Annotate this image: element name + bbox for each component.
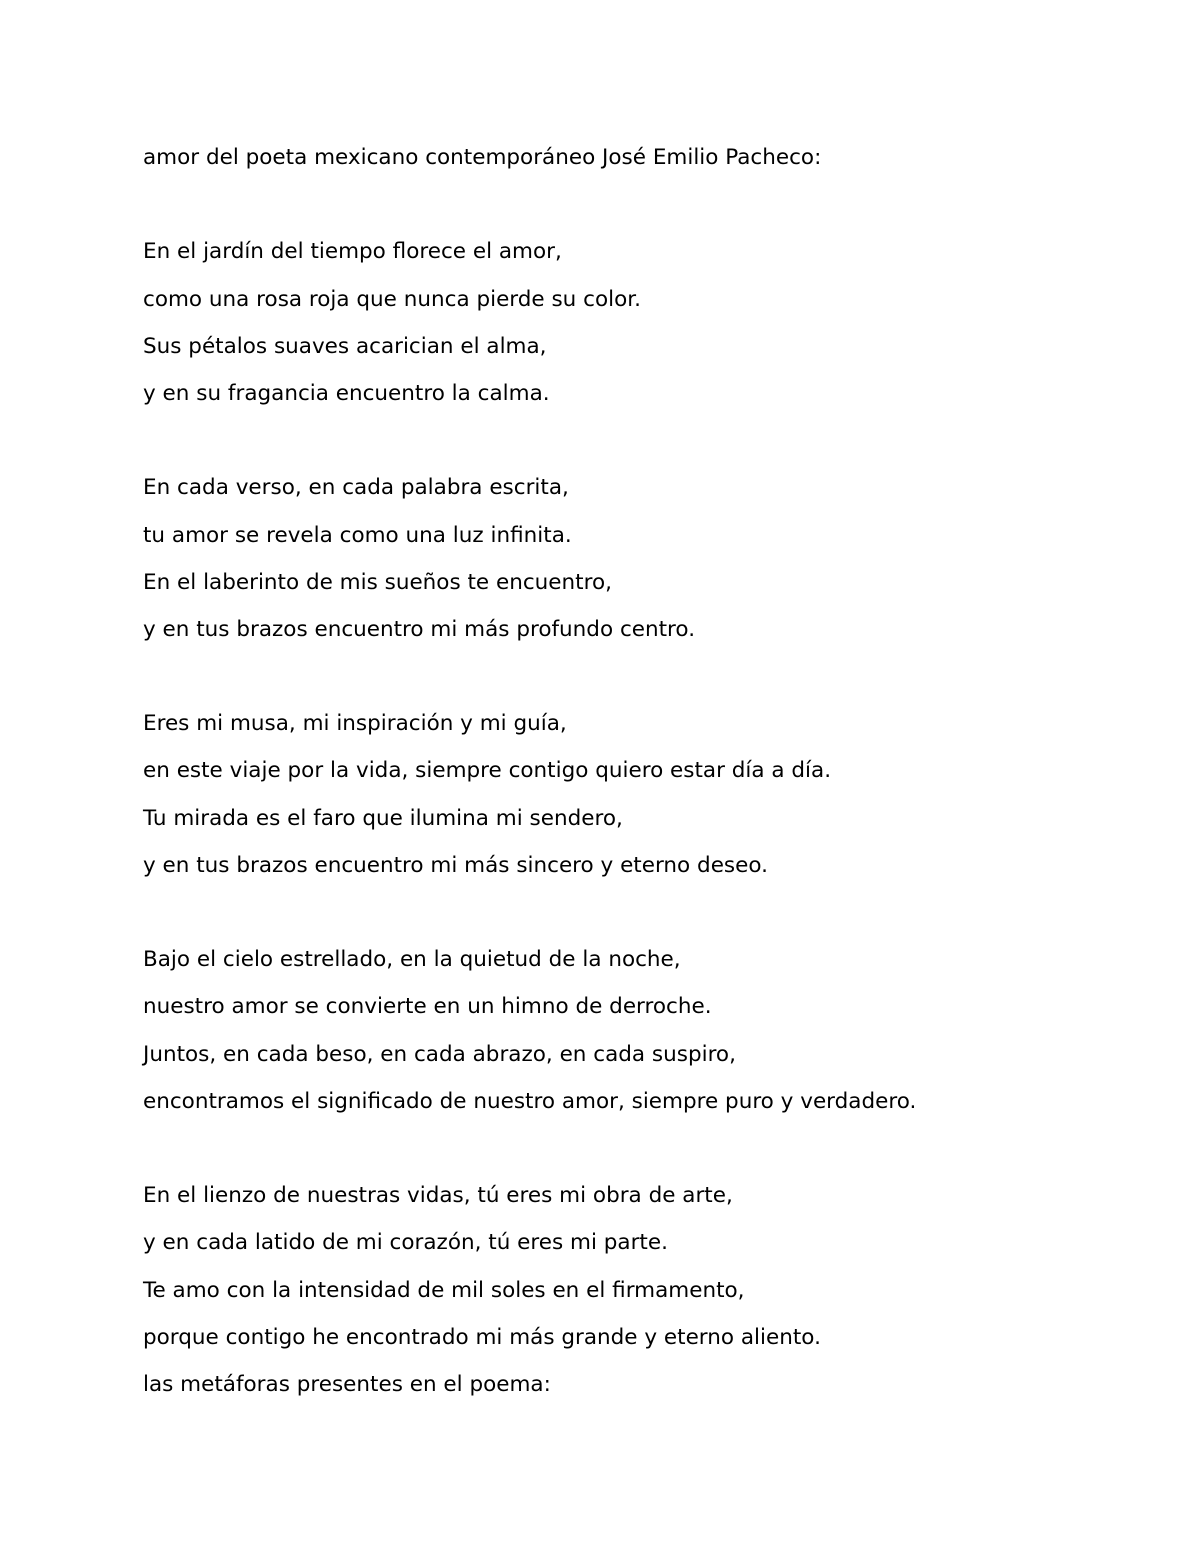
- poem-line: Eres mi musa, mi inspiración y mi guía,: [143, 711, 567, 737]
- poem-line: En el jardín del tiempo florece el amor,: [143, 239, 562, 265]
- poem-line: y en cada latido de mi corazón, tú eres mi parte.: [143, 1230, 668, 1256]
- stanza-5: [143, 1176, 1143, 1412]
- poem-line: tu amor se revela como una luz infinita.: [143, 522, 572, 548]
- blank-line: [143, 893, 1143, 940]
- poem-line: En el lienzo de nuestras vidas, tú eres mi obra de arte,: [143, 1183, 733, 1209]
- poem-line: Te amo con la intensidad de mil soles en el firmamento,: [143, 1277, 745, 1303]
- blank-line: [143, 657, 1143, 704]
- poem-line: las metáforas presentes en el poema:: [143, 1371, 551, 1397]
- poem-line: porque contigo he encontrado mi más grande y eterno aliento.: [143, 1324, 821, 1350]
- poem-line: y en tus brazos encuentro mi más sincero y eterno deseo.: [143, 852, 768, 878]
- poem-line: Bajo el cielo estrellado, en la quietud de la noche,: [143, 947, 681, 973]
- document-body: [143, 138, 1143, 1412]
- stanza-2: [143, 468, 1143, 657]
- stanza-3: [143, 704, 1143, 893]
- blank-line: [143, 1129, 1143, 1176]
- poem-line: como una rosa roja que nunca pierde su color.: [143, 286, 641, 312]
- poem-line: y en tus brazos encuentro mi más profundo centro.: [143, 616, 696, 642]
- poem-line: en este viaje por la vida, siempre contigo quiero estar día a día.: [143, 758, 832, 784]
- poem-line: encontramos el significado de nuestro amor, siempre puro y verdadero.: [143, 1088, 917, 1114]
- blank-line: [143, 421, 1143, 468]
- stanza-1: [143, 232, 1143, 421]
- poem-line: Sus pétalos suaves acarician el alma,: [143, 333, 547, 359]
- blank-line: [143, 185, 1143, 232]
- poem-line: nuestro amor se convierte en un himno de derroche.: [143, 994, 712, 1020]
- poem-line: Juntos, en cada beso, en cada abrazo, en cada suspiro,: [143, 1041, 736, 1067]
- poem-line: En el laberinto de mis sueños te encuentro,: [143, 569, 612, 595]
- intro-line: amor del poeta mexicano contemporáneo José Emilio Pacheco:: [143, 145, 822, 170]
- poem-line: En cada verso, en cada palabra escrita,: [143, 475, 569, 501]
- poem-line: y en su fragancia encuentro la calma.: [143, 380, 550, 406]
- poem-line: Tu mirada es el faro que ilumina mi sendero,: [143, 805, 623, 831]
- stanza-4: [143, 940, 1143, 1129]
